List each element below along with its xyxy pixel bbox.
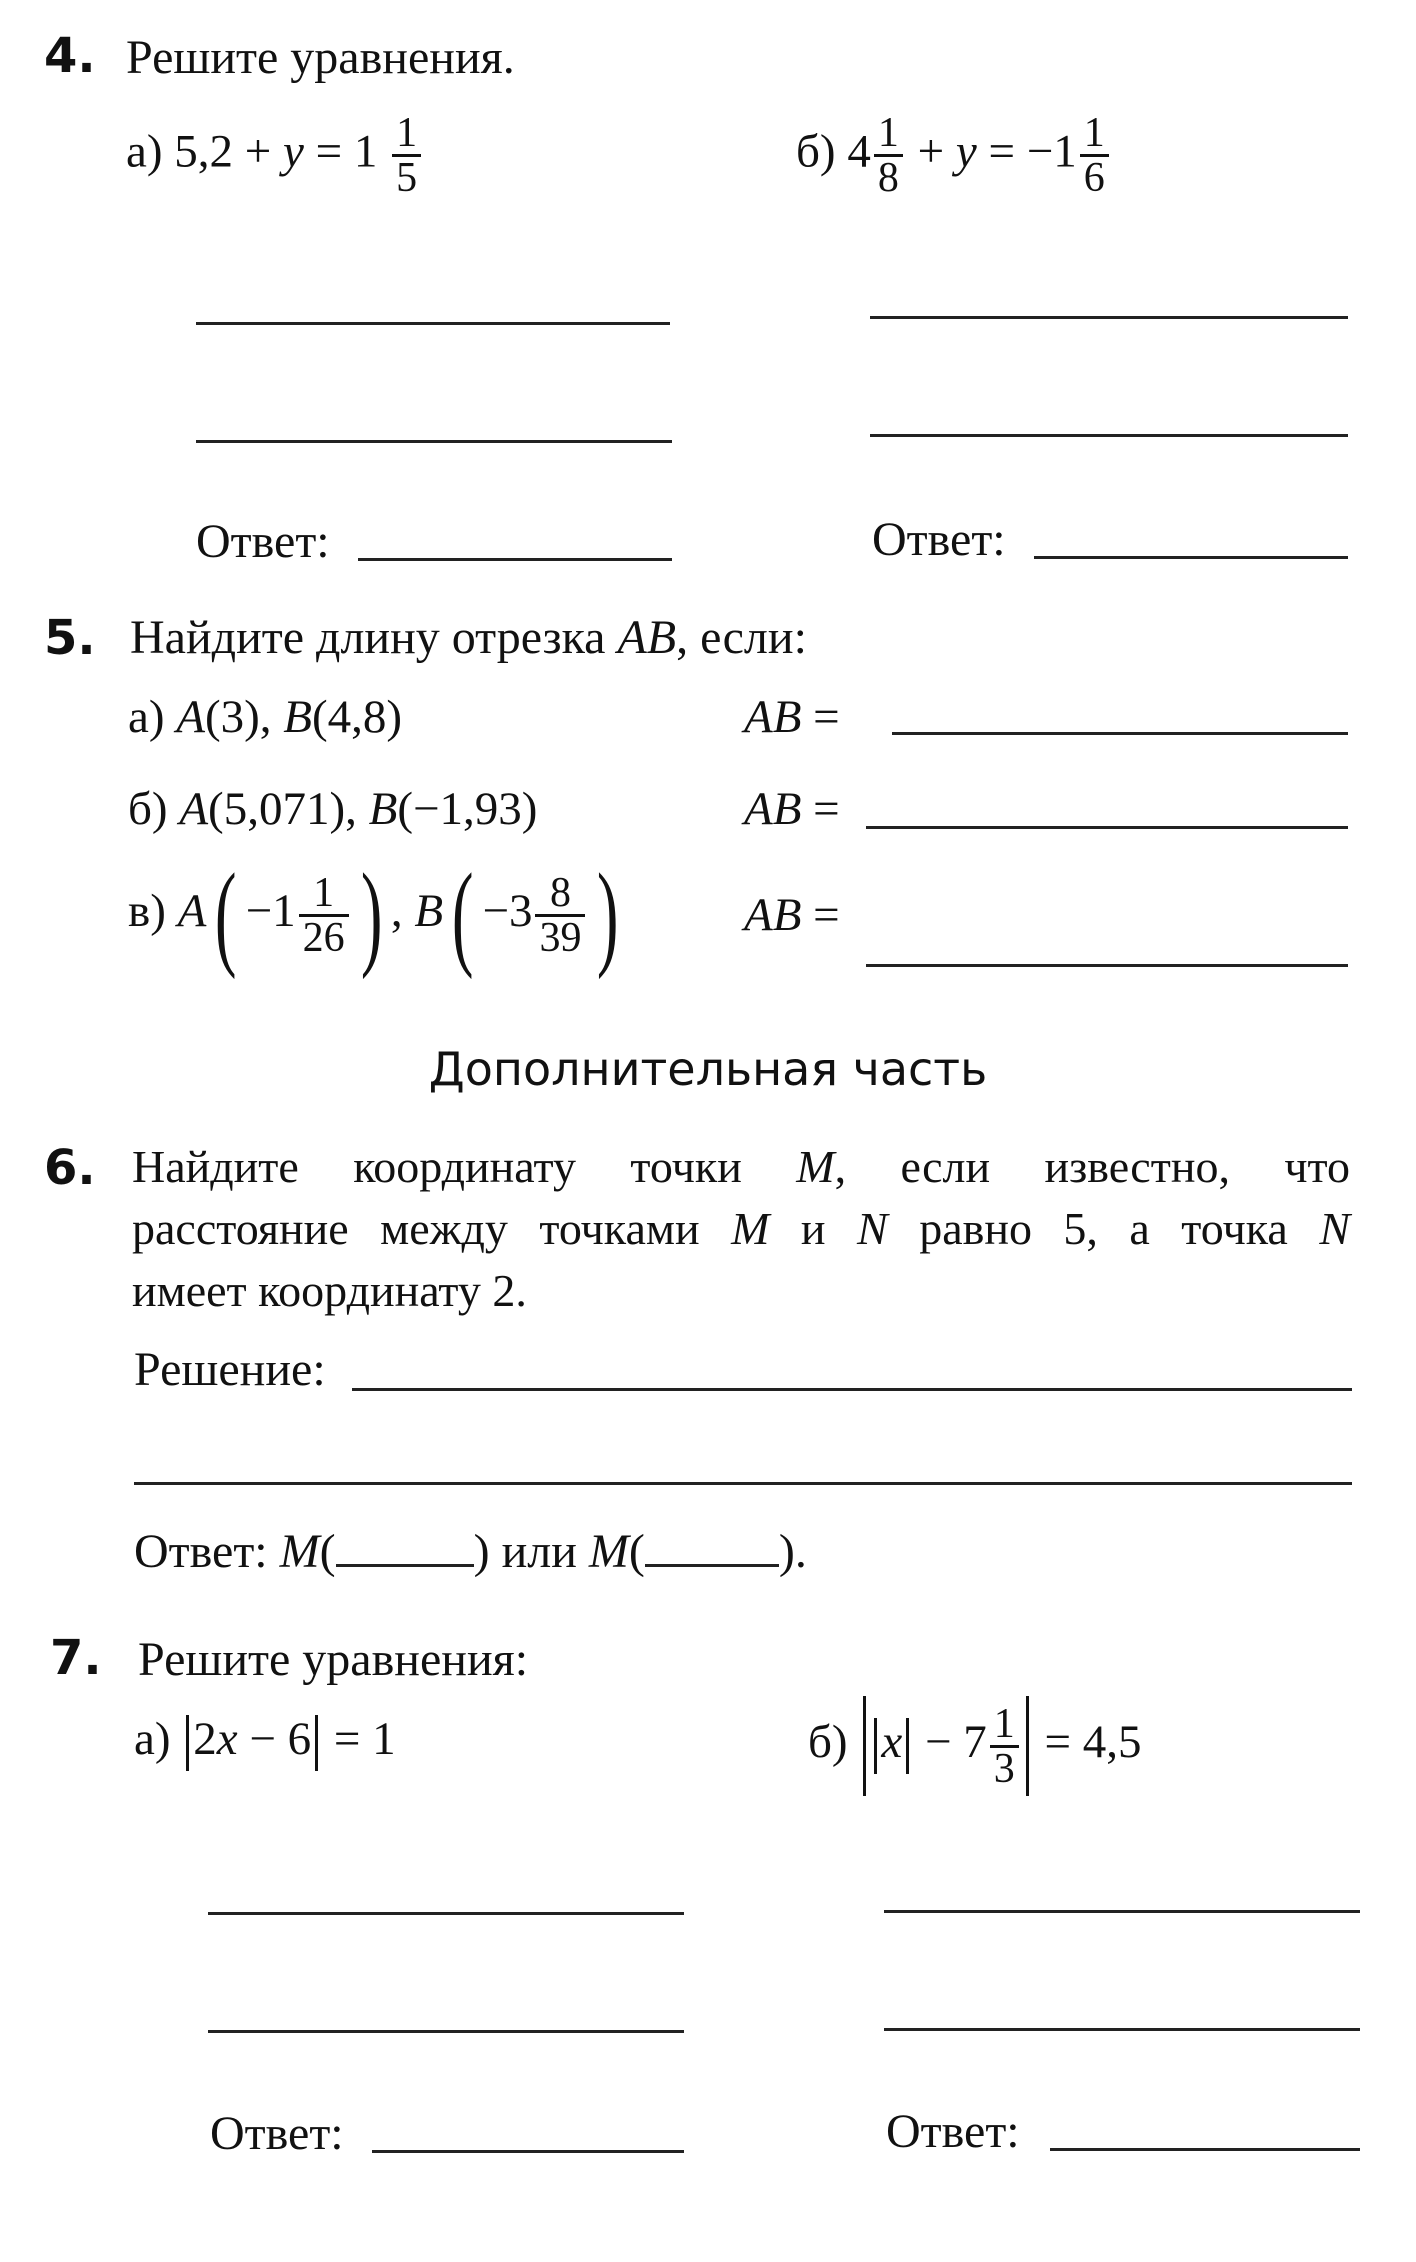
task-6-answer-blank-1[interactable] xyxy=(336,1528,474,1567)
text-part: и xyxy=(769,1203,858,1254)
task-7a-work-line-1[interactable] xyxy=(208,1912,684,1915)
task-7b-label: б) xyxy=(808,1715,848,1768)
task-5-prompt-start: Найдите длину отрезка xyxy=(130,611,618,664)
task-7b-right: = 4,5 xyxy=(1032,1715,1142,1768)
task-4a-left: 5,2 + xyxy=(174,125,284,178)
task-4b-answer-line[interactable] xyxy=(1034,556,1348,559)
task-4a-fraction xyxy=(392,112,421,199)
ab-symbol: AB xyxy=(744,783,802,835)
task-4b-equation xyxy=(796,112,1112,199)
frac-denominator: 6 xyxy=(1080,154,1109,199)
point-a-name: A xyxy=(176,691,205,743)
task-5b-points xyxy=(128,782,537,836)
frac-numerator: 1 xyxy=(396,110,418,156)
point-b-coord: (−1,93) xyxy=(397,783,538,835)
frac-denominator: 26 xyxy=(299,914,349,959)
task-6-line-3: имеет координату 2. xyxy=(132,1265,527,1316)
abs-bar-right xyxy=(315,1715,318,1771)
task-4b-fraction-2 xyxy=(1080,112,1109,199)
answer-m-2: M xyxy=(588,1525,629,1578)
text-part: равно 5, а точка xyxy=(887,1203,1320,1254)
task-5b-label: б) xyxy=(128,783,168,835)
task-4a-label: а) xyxy=(126,125,163,178)
task-7b-var: x xyxy=(881,1715,903,1768)
ab-symbol: AB xyxy=(744,889,802,941)
task-4-prompt: Решите уравнения. xyxy=(126,31,515,84)
equals-sign: = xyxy=(801,889,840,941)
point-separator: , xyxy=(390,884,403,937)
ab-symbol: AB xyxy=(744,691,802,743)
task-6-text xyxy=(132,1136,1350,1322)
point-a-coord: (3), xyxy=(204,691,284,743)
task-4a-right: = 1 xyxy=(303,125,378,178)
task-5c-answer-line[interactable] xyxy=(866,964,1348,967)
task-5b-answer-line[interactable] xyxy=(866,826,1348,829)
task-4a-answer-line[interactable] xyxy=(358,558,672,561)
answer-m-1: M xyxy=(279,1525,320,1578)
task-6-solution-line-1[interactable] xyxy=(352,1388,1352,1391)
frac-denominator: 5 xyxy=(392,154,421,199)
task-7b-answer-line[interactable] xyxy=(1050,2148,1360,2151)
task-6-answer-label: Ответ: xyxy=(134,1525,280,1578)
task-5-prompt xyxy=(130,610,807,665)
answer-open-1: ( xyxy=(319,1525,336,1578)
task-5b-ab-label xyxy=(744,782,840,836)
task-7a-label: а) xyxy=(134,1713,171,1765)
text-part: Найдите координату точки xyxy=(132,1141,797,1192)
equals-sign: = xyxy=(801,691,840,743)
task-4b-whole: 4 xyxy=(847,125,871,178)
task-4b-label: б) xyxy=(796,125,836,178)
task-7-number: 7. xyxy=(50,1630,102,1686)
task-4b-plus: + xyxy=(905,125,956,178)
task-7a-var: x xyxy=(216,1713,238,1765)
task-4a-work-line-2[interactable] xyxy=(196,440,672,443)
left-paren: ( xyxy=(215,849,237,980)
answer-open-2: ( xyxy=(628,1525,645,1578)
outer-abs-bar-right xyxy=(1026,1696,1029,1796)
task-7-prompt: Решите уравнения: xyxy=(138,1633,529,1686)
frac-numerator: 1 xyxy=(877,110,899,156)
right-paren: ) xyxy=(597,849,619,980)
point-a-name: A xyxy=(177,884,207,937)
task-5a-label: а) xyxy=(128,691,165,743)
task-5a-ab-label xyxy=(744,690,840,744)
task-7b-work-line-1[interactable] xyxy=(884,1910,1360,1913)
equals-sign: = xyxy=(801,783,840,835)
point-n: N xyxy=(1319,1203,1350,1254)
task-4a-answer-label: Ответ: xyxy=(196,515,330,568)
task-4b-answer-label: Ответ: xyxy=(872,513,1006,566)
frac-numerator: 1 xyxy=(1083,110,1105,156)
task-7a-answer-label: Ответ: xyxy=(210,2107,344,2160)
point-b-coord: (4,8) xyxy=(312,691,403,743)
task-6-answer-blank-2[interactable] xyxy=(645,1528,779,1567)
frac-denominator: 8 xyxy=(874,154,903,199)
answer-close-2: ). xyxy=(778,1525,807,1578)
outer-abs-bar-left xyxy=(863,1696,866,1796)
point-n: N xyxy=(857,1203,888,1254)
extra-part-heading: Дополнительная часть xyxy=(428,1042,988,1096)
task-4b-fraction-1 xyxy=(874,112,903,199)
task-7b-answer-label: Ответ: xyxy=(886,2105,1020,2158)
task-5c-points xyxy=(128,849,628,980)
left-paren: ( xyxy=(451,849,474,980)
task-7a-equation xyxy=(134,1712,396,1771)
task-7a-minus: − 6 xyxy=(237,1713,312,1765)
task-6-solution-label: Решение: xyxy=(134,1343,326,1396)
frac-denominator: 39 xyxy=(535,914,585,959)
task-6-line-1 xyxy=(132,1136,1350,1198)
point-b-name: B xyxy=(368,783,398,835)
task-5a-answer-line[interactable] xyxy=(892,732,1348,735)
task-5-segment: AB xyxy=(617,611,677,664)
task-7a-answer-line[interactable] xyxy=(372,2150,684,2153)
task-6-answer xyxy=(134,1524,807,1579)
right-paren: ) xyxy=(360,849,383,980)
answer-or: или xyxy=(489,1525,589,1578)
inner-abs-bar-right xyxy=(906,1718,909,1774)
task-4-number: 4. xyxy=(44,28,96,84)
task-4a-work-line-1[interactable] xyxy=(196,322,670,325)
task-5-number: 5. xyxy=(44,610,96,666)
point-b-name: B xyxy=(283,691,313,743)
point-a-whole: −1 xyxy=(245,884,296,937)
point-a-fraction xyxy=(299,869,349,961)
task-7a-coef: 2 xyxy=(193,1713,217,1765)
task-6-number: 6. xyxy=(44,1140,96,1196)
abs-bar-left xyxy=(186,1715,189,1771)
task-4a-var: y xyxy=(283,125,304,178)
point-m: M xyxy=(796,1141,835,1192)
point-b-whole: −3 xyxy=(482,884,533,937)
point-m: M xyxy=(731,1203,770,1254)
point-b-name: B xyxy=(414,884,444,937)
task-6-solution-line-2[interactable] xyxy=(134,1482,1352,1485)
text-part: , если известно, что xyxy=(834,1141,1351,1192)
task-4b-right: = −1 xyxy=(976,125,1077,178)
inner-abs-bar-left xyxy=(874,1718,877,1774)
task-7a-right: = 1 xyxy=(322,1713,396,1765)
point-a-name: A xyxy=(179,783,209,835)
task-4a-equation xyxy=(126,112,424,199)
task-5c-ab-label xyxy=(744,888,840,942)
text-part: расстояние между точками xyxy=(132,1203,732,1254)
task-4b-work-line-2[interactable] xyxy=(870,434,1348,437)
frac-denominator: 3 xyxy=(990,1745,1019,1790)
task-7b-work-line-2[interactable] xyxy=(884,2028,1360,2031)
task-5c-label: в) xyxy=(128,884,166,937)
point-a-coord: (5,071), xyxy=(208,783,369,835)
answer-close-1: ) xyxy=(473,1525,490,1578)
point-b-fraction xyxy=(535,869,585,961)
frac-numerator: 1 xyxy=(993,1700,1015,1747)
task-7b-equation xyxy=(808,1696,1141,1796)
frac-numerator: 8 xyxy=(549,869,571,916)
task-6-line-2 xyxy=(132,1198,1350,1260)
task-4b-var: y xyxy=(955,125,977,178)
task-7a-work-line-2[interactable] xyxy=(208,2030,684,2033)
task-5-prompt-end: , если: xyxy=(676,611,807,664)
task-5a-points xyxy=(128,690,402,744)
task-4b-work-line-1[interactable] xyxy=(870,316,1348,319)
task-7b-minus: − 7 xyxy=(913,1715,987,1768)
frac-numerator: 1 xyxy=(313,869,335,916)
task-7b-fraction xyxy=(990,1700,1019,1792)
